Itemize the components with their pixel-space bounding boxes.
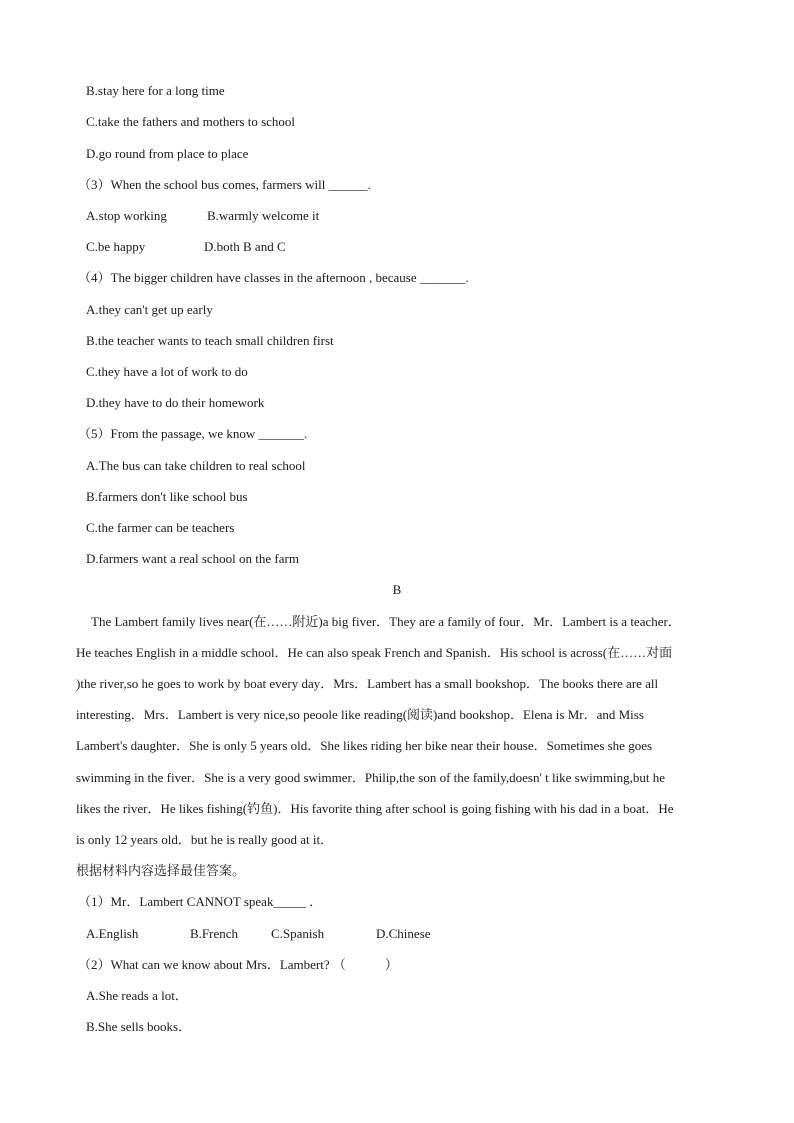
option-q3-c: C.be happy	[86, 239, 146, 254]
option-q2-c: C.take the fathers and mothers to school	[86, 114, 296, 129]
option-q4-b: B.the teacher wants to teach small children first	[86, 333, 334, 348]
passage-line: interesting．Mrs．Lambert is very nice,so peoole like reading(阅读)and bookshop．Elena is Mr．and Miss	[76, 707, 644, 722]
option-q2-d: D.go round from place to place	[86, 146, 249, 161]
question-3-stem: （3）When the school bus comes, farmers will ______.	[78, 177, 371, 192]
options-row-q3-cd	[0, 239, 794, 255]
passage-line: swimming in the fiver．She is a very good swimmer．Philip,the son of the family,doesn' t like swimming,but he	[76, 770, 665, 785]
option-b1-b: B.French	[190, 926, 239, 941]
option-q4-c: C.they have a lot of work to do	[86, 364, 248, 379]
question-b2-stem: （2）What can we know about Mrs．Lambert? （ ）	[78, 957, 398, 972]
passage-line: likes the river．He likes fishing(钓鱼)．His favorite thing after school is going fishing with his dad in a boat．He	[76, 801, 674, 816]
option-q3-a: A.stop working	[86, 208, 167, 223]
passage-line: )the river,so he goes to work by boat every day．Mrs．Lambert has a small bookshop．The books there are all	[76, 676, 659, 691]
option-b1-c: C.Spanish	[271, 926, 325, 941]
option-q5-d: D.farmers want a real school on the farm	[86, 551, 299, 566]
passage-line: He teaches English in a middle school．He can also speak French and Spanish．His school is across(在……对面	[76, 645, 673, 660]
question-4-stem: （4）The bigger children have classes in the afternoon , because _______.	[78, 270, 469, 285]
option-q2-b: B.stay here for a long time	[86, 83, 225, 98]
option-b2-b: B.She sells books．	[86, 1019, 192, 1034]
option-b1-a: A.English	[86, 926, 139, 941]
option-b1-d: D.Chinese	[376, 926, 431, 941]
option-q3-b: B.warmly welcome it	[207, 208, 320, 223]
option-q4-a: A.they can't get up early	[86, 302, 213, 317]
option-q4-d: D.they have to do their homework	[86, 395, 265, 410]
passage-line: The Lambert family lives near(在……附近)a big fiver．They are a family of four．Mr．Lambert is a teacher．	[91, 614, 681, 629]
options-row-b1	[0, 926, 794, 942]
passage-line: Lambert's daughter．She is only 5 years old．She likes riding her bike near their house．Sometimes she goes	[76, 738, 653, 753]
instruction-text: 根据材料内容选择最佳答案。	[76, 863, 246, 878]
option-q3-d: D.both B and C	[204, 239, 286, 254]
options-row-q3-ab	[0, 208, 794, 224]
section-b-heading: B	[392, 582, 402, 597]
option-q5-c: C.the farmer can be teachers	[86, 520, 235, 535]
passage-line: is only 12 years old．but he is really good at it．	[76, 832, 334, 847]
option-q5-b: B.farmers don't like school bus	[86, 489, 248, 504]
question-5-stem: （5）From the passage, we know _______.	[78, 426, 308, 441]
option-b2-a: A.She reads a lot．	[86, 988, 188, 1003]
question-b1-stem: （1）Mr．Lambert CANNOT speak_____ ．	[78, 894, 323, 909]
option-q5-a: A.The bus can take children to real school	[86, 458, 306, 473]
